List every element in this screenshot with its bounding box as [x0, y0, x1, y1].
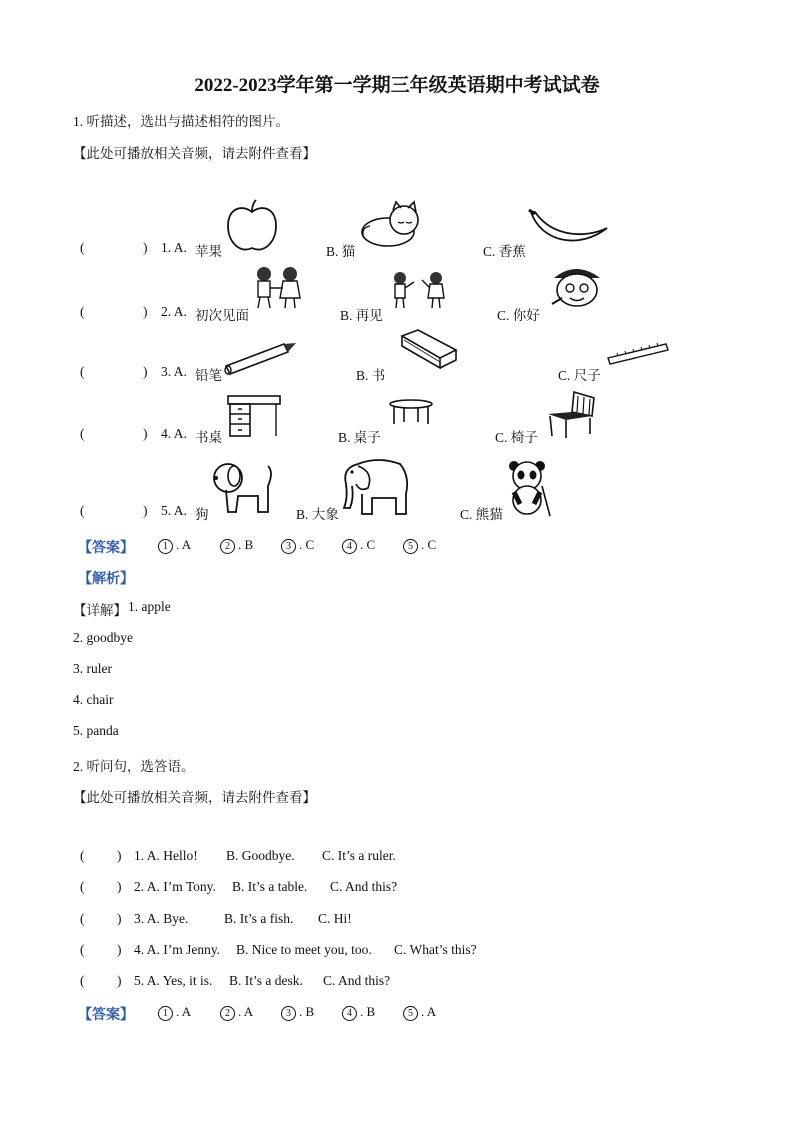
q1-item1-number: 1. A.	[161, 240, 187, 255]
banana-image	[527, 208, 609, 250]
q1-item1-paren-close: )	[143, 240, 148, 255]
q2-item4-option-c: C. What’s this?	[394, 942, 477, 957]
q2-item4-option-a: 4. A. I’m Jenny.	[134, 942, 221, 957]
q2-item5-option-a: 5. A. Yes, it is.	[134, 973, 213, 988]
q1-audio-note: 【此处可播放相关音频，请去附件查看】	[73, 146, 316, 161]
q1-detail-2: 2. goodbye	[73, 630, 133, 645]
q2-answer-label: 【答案】	[78, 1008, 134, 1023]
desk-image	[226, 392, 282, 438]
q2-item3-option-c: C. Hi!	[318, 911, 352, 926]
q1-item2-paren-close: )	[143, 304, 148, 319]
elephant-image	[338, 454, 412, 518]
q2-item5-paren-open: (	[80, 973, 85, 988]
q2-item3-paren-close: )	[117, 911, 122, 926]
q1-item3-paren-close: )	[143, 364, 148, 379]
ruler-image	[606, 342, 670, 366]
panda-image	[506, 460, 552, 518]
q1-answer-1: 1 . A	[158, 537, 191, 554]
q1-detail-4: 4. chair	[73, 692, 114, 707]
goodbye-kids-image	[388, 270, 448, 310]
cat-image	[358, 200, 424, 250]
q1-item1-option-c: C. 香蕉	[483, 244, 526, 259]
q1-item2-option-b: B. 再见	[340, 308, 383, 323]
q1-answer-label: 【答案】	[78, 541, 134, 556]
q2-item1-option-a: 1. A. Hello!	[134, 848, 198, 863]
q2-answer-5: 5 . A	[403, 1004, 436, 1021]
q2-item2-option-b: B. It’s a table.	[232, 879, 308, 894]
q2-item5-option-b: B. It’s a desk.	[229, 973, 303, 988]
q2-item1-paren-close: )	[117, 848, 122, 863]
q2-item4-paren-open: (	[80, 942, 85, 957]
q1-item5-option-c: C. 熊猫	[460, 507, 503, 522]
q2-item2-option-c: C. And this?	[330, 879, 398, 894]
q2-item4-paren-close: )	[117, 942, 122, 957]
table-image	[388, 398, 434, 426]
q1-item4-number: 4. A.	[161, 426, 187, 441]
q2-item1-paren-open: (	[80, 848, 85, 863]
q1-item4-option-c: C. 椅子	[495, 430, 538, 445]
q1-item2-option-c: C. 你好	[497, 308, 540, 323]
dog-image	[208, 460, 280, 518]
q2-answer-3: 3 . B	[281, 1004, 314, 1021]
q1-analysis-label: 【解析】	[78, 572, 134, 587]
q1-answer-2: 2 . B	[220, 537, 253, 554]
q1-item2-paren-open: (	[80, 304, 85, 319]
q2-item3-paren-open: (	[80, 911, 85, 926]
q1-detail-label: 【详解】	[73, 603, 127, 618]
q1-item1-option-b: B. 猫	[326, 244, 356, 259]
q2-instruction: 2. 听问句，选答语。	[73, 759, 195, 774]
q1-item5-option-b: B. 大象	[296, 507, 339, 522]
q1-detail-3: 3. ruler	[73, 661, 112, 676]
q1-item4-paren-close: )	[143, 426, 148, 441]
meeting-kids-image	[250, 264, 304, 310]
q1-answer-5: 5 . C	[403, 537, 436, 554]
q2-answer-1: 1 . A	[158, 1004, 191, 1021]
q1-item3-paren-open: (	[80, 364, 85, 379]
q2-item5-option-c: C. And this?	[323, 973, 391, 988]
q2-item1-option-b: B. Goodbye.	[226, 848, 295, 863]
q1-item5-paren-close: )	[143, 503, 148, 518]
book-image	[398, 328, 460, 372]
q2-item2-option-a: 2. A. I’m Tony.	[134, 879, 216, 894]
q2-item2-paren-close: )	[117, 879, 122, 894]
q1-item4-option-b: B. 桌子	[338, 430, 381, 445]
q1-answer-3: 3 . C	[281, 537, 314, 554]
q1-item5-paren-open: (	[80, 503, 85, 518]
q1-detail-5: 5. panda	[73, 723, 119, 738]
pencil-image	[222, 340, 298, 376]
q1-item2-option-a: 初次见面	[195, 308, 249, 323]
q1-item3-option-b: B. 书	[356, 368, 386, 383]
hello-boy-image	[548, 264, 606, 312]
q1-item5-number: 5. A.	[161, 503, 187, 518]
q1-item4-paren-open: (	[80, 426, 85, 441]
q1-item3-number: 3. A.	[161, 364, 187, 379]
q2-answer-4: 4 . B	[342, 1004, 375, 1021]
q2-item3-option-b: B. It’s a fish.	[224, 911, 294, 926]
q1-item4-option-a: 书桌	[195, 430, 222, 445]
q1-item1-option-a: 苹果	[195, 244, 222, 259]
q2-answer-2: 2 . A	[220, 1004, 253, 1021]
q1-item5-option-a: 狗	[195, 507, 209, 522]
q2-audio-note: 【此处可播放相关音频，请去附件查看】	[73, 790, 316, 805]
page-title: 2022-2023学年第一学期三年级英语期中考试试卷	[194, 75, 600, 96]
q2-item3-option-a: 3. A. Bye.	[134, 911, 189, 926]
q1-item1-paren-open: (	[80, 240, 85, 255]
q1-instruction: 1. 听描述，选出与描述相符的图片。	[73, 114, 289, 129]
q2-item5-paren-close: )	[117, 973, 122, 988]
chair-image	[544, 390, 600, 440]
q2-item4-option-b: B. Nice to meet you, too.	[236, 942, 372, 957]
q2-item2-paren-open: (	[80, 879, 85, 894]
q2-item1-option-c: C. It’s a ruler.	[322, 848, 396, 863]
q1-item3-option-c: C. 尺子	[558, 368, 601, 383]
q1-answer-4: 4 . C	[342, 537, 375, 554]
q1-item3-option-a: 铅笔	[195, 368, 222, 383]
q1-item2-number: 2. A.	[161, 304, 187, 319]
apple-image	[224, 198, 280, 256]
q1-detail-1: 1. apple	[128, 599, 171, 614]
